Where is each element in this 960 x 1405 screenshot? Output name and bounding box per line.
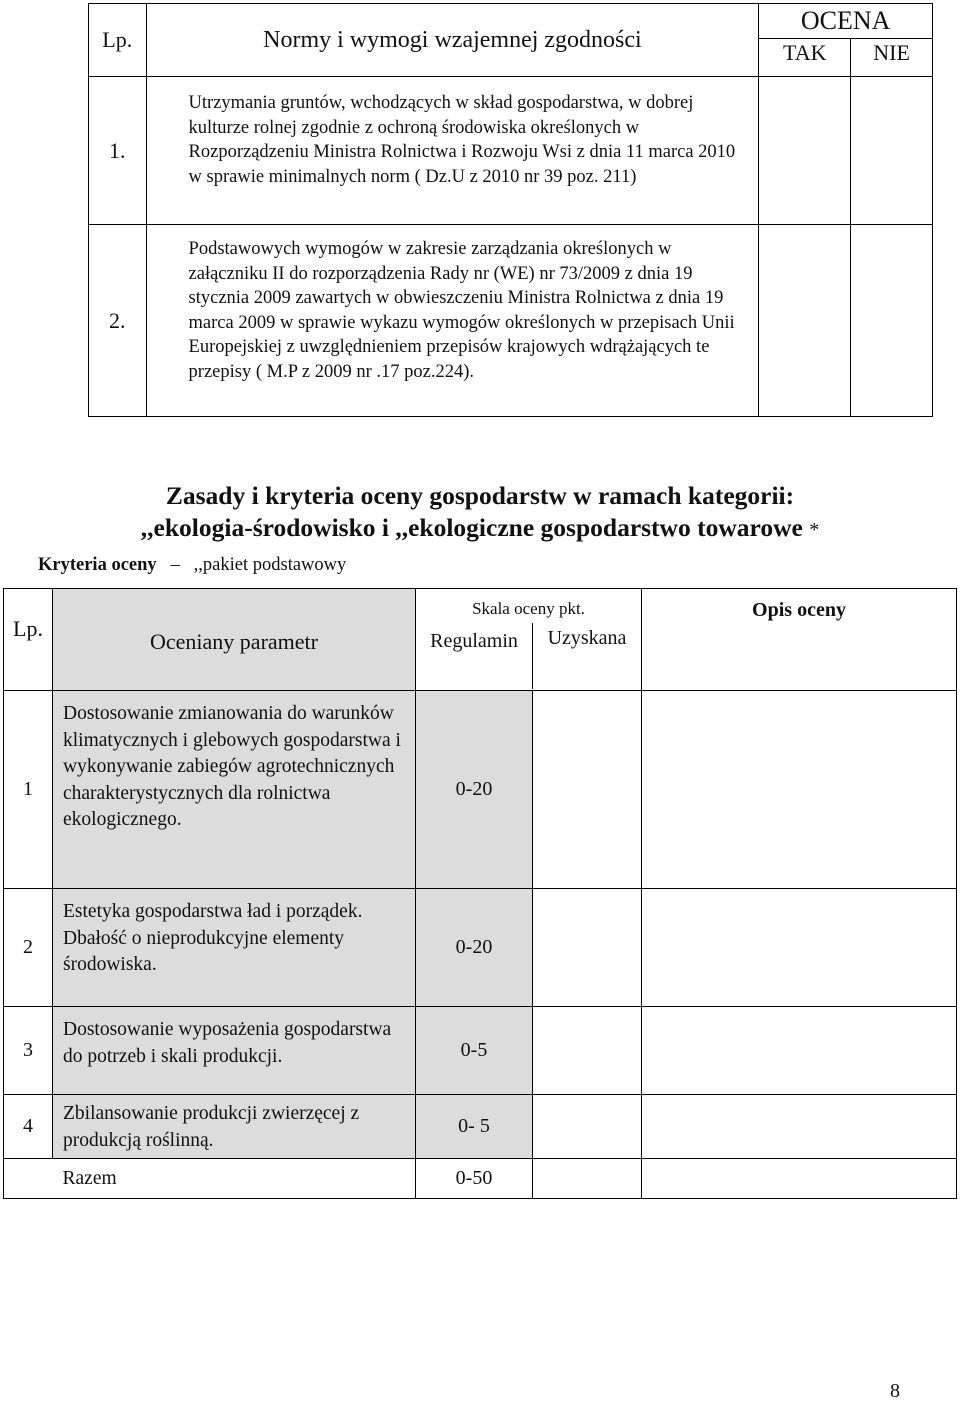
uzyskana-cell [533, 889, 642, 1007]
scale-value: 0-5 [416, 1007, 533, 1095]
total-uzyskana-cell [533, 1159, 642, 1199]
row-number: 4 [4, 1095, 53, 1159]
total-value: 0-50 [416, 1159, 533, 1199]
lp-header: Lp. [4, 589, 53, 691]
criteria-label: Kryteria oceny [38, 555, 157, 575]
uzyskana-cell [533, 1095, 642, 1159]
uzyskana-cell [533, 1007, 642, 1095]
norms-header: Normy i wymogi wzajemnej zgodności [146, 4, 759, 77]
scale-value: 0-20 [416, 691, 533, 889]
scale-header: Skala oceny pkt. [472, 599, 585, 618]
total-lp-cell [4, 1159, 53, 1199]
norm-description: Podstawowych wymogów w zakresie zarządzania określonych w załączniku II do rozporządzenia Rady nr (WE) nr 73/2009 z dnia 19 stycznia 2009 zawartych w obwieszczeniu Ministra Rolnictwa z dnia 19 marca 2009 w sprawie wykazu wymogów określonych w przepisach Unii Europejskiej z uwzględnieniem przepisów krajowych wdrążających te przepisy ( M.P z 2009 nr .17 poz.224). [146, 225, 759, 417]
param-text: Zbilansowanie produkcji zwierzęcej z produkcją roślinną. [53, 1095, 416, 1159]
param-text: Dostosowanie wyposażenia gospodarstwa do potrzeb i skali produkcji. [53, 1007, 416, 1095]
lp-header: Lp. [89, 4, 147, 77]
ocena-header: OCENA [759, 4, 933, 39]
scale-header-group [416, 589, 642, 691]
nie-header: NIE [851, 39, 933, 77]
row-number: 1 [4, 691, 53, 889]
opis-cell [642, 1095, 957, 1159]
footnote-star: * [809, 519, 820, 541]
param-header: Oceniany parametr [53, 589, 416, 691]
opis-cell [642, 1007, 957, 1095]
opis-header: Opis oceny [642, 589, 957, 691]
page-number: 8 [890, 1380, 900, 1402]
opis-cell [642, 691, 957, 889]
criteria-value: ,,pakiet podstawowy [193, 555, 347, 575]
section-title: Zasady i kryteria oceny gospodarstw w ramach kategorii: [165, 481, 795, 510]
nie-cell [851, 225, 933, 417]
tak-header: TAK [759, 39, 851, 77]
total-opis-cell [642, 1159, 957, 1199]
opis-cell [642, 889, 957, 1007]
tak-cell [759, 77, 851, 225]
row-number: 1. [89, 77, 147, 225]
subtitle-text: ,,ekologia-środowisko i ,,ekologiczne gospodarstwo towarowe [140, 513, 803, 542]
nie-cell [851, 77, 933, 225]
param-text: Dostosowanie zmianowania do warunków klimatycznych i glebowych gospodarstwa i wykonywanie zabiegów agrotechnicznych charakterystycznych dla rolnictwa ekologicznego. [53, 691, 416, 889]
uzyskana-cell [533, 691, 642, 889]
tak-cell [759, 225, 851, 417]
total-label: Razem [53, 1159, 416, 1199]
row-number: 2 [4, 889, 53, 1007]
criteria-line: Kryteria oceny – ,,pakiet podstawowy [38, 555, 347, 575]
criteria-table [3, 588, 957, 1199]
scale-value: 0- 5 [416, 1095, 533, 1159]
norm-description: Utrzymania gruntów, wchodzących w skład gospodarstwa, w dobrej kulturze rolnej zgodnie z ochroną środowiska określonych w Rozporządzeniu Ministra Rolnictwa i Rozwoju Wsi z dnia 11 marca 2010 w sprawie minimalnych norm ( Dz.U z 2010 nr 39 poz. 211) [146, 77, 759, 225]
scale-value: 0-20 [416, 889, 533, 1007]
regulamin-header: Regulamin [430, 630, 518, 652]
uzyskana-header: Uzyskana [532, 623, 641, 689]
row-number: 3 [4, 1007, 53, 1095]
row-number: 2. [89, 225, 147, 417]
section-subtitle [0, 512, 960, 546]
norms-table [88, 3, 933, 417]
param-text: Estetyka gospodarstwa ład i porządek. Dbałość o nieprodukcyjne elementy środowiska. [53, 889, 416, 1007]
